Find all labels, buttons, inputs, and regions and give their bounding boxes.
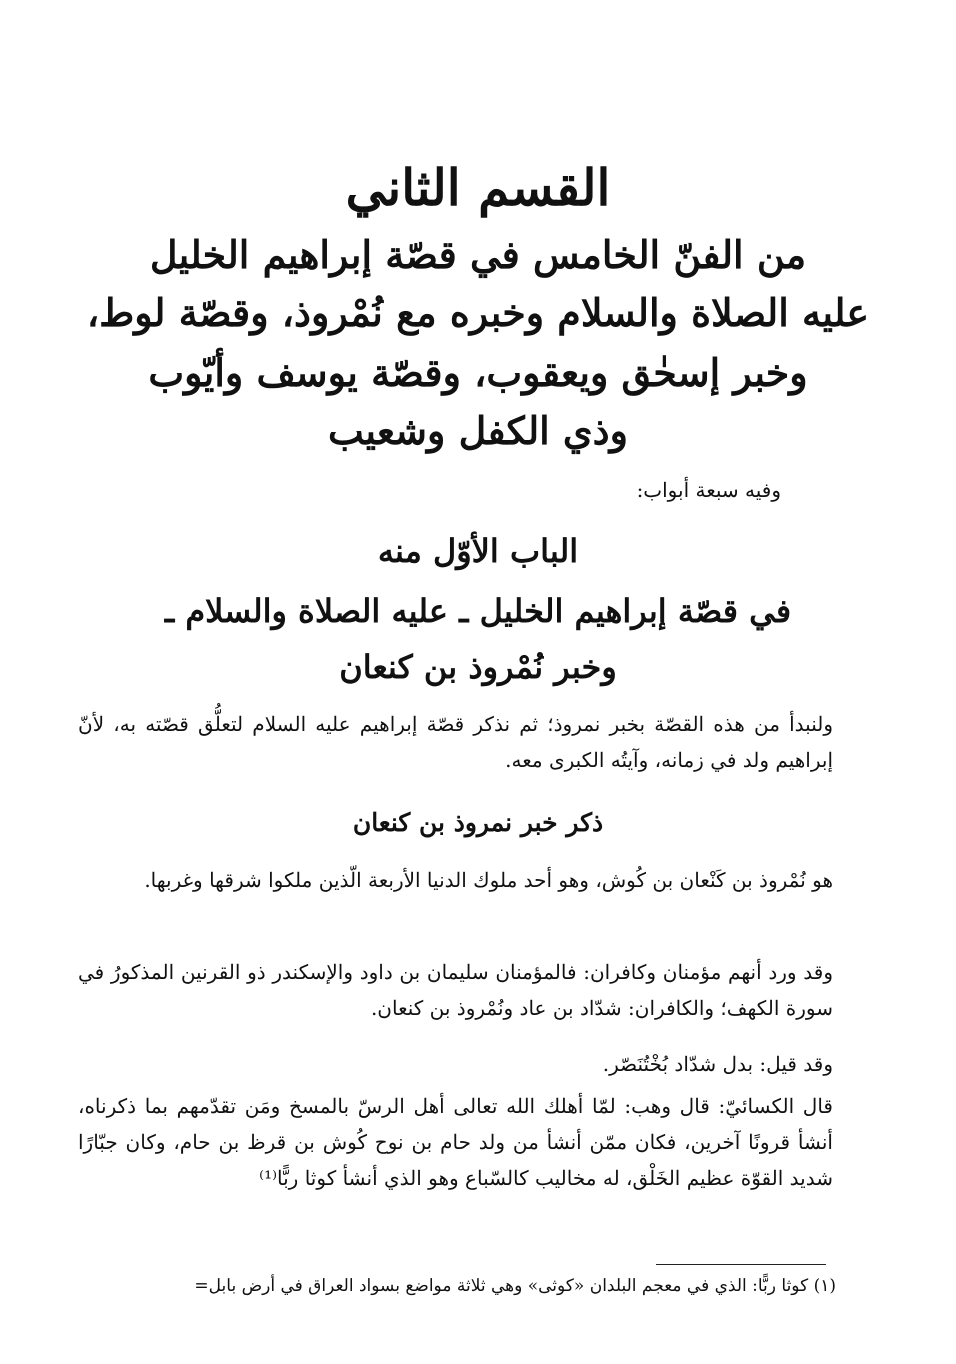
chapter-subtitle-line-1: في قصّة إبراهيم الخليل ـ عليه الصلاة والسلام ـ bbox=[164, 592, 792, 630]
part-subtitle-line-4: وذي الكفل وشعيب bbox=[328, 408, 628, 453]
chapter-subtitle-line-2: وخبر نُمْروذ بن كنعان bbox=[339, 648, 617, 686]
body-paragraph: قال الكسائيّ: قال وهب: لمّا أهلك الله تعالى أهل الرسّ بالمسخ ومَن تقدّمهم بما ذكرناه، أنشأ قرونًا آخرين، فكان ممّن أنشأ من ولد حام بن نوح كُوش بن قرظ بن حام، وكان جبّارًا شديد القوّة عظيم الخَلْق، له مخاليب كالسّباع وهو الذي أنشأ كوثا ربًّا⁽¹⁾ bbox=[78, 1094, 833, 1190]
footnote: (١) كوثا ربًّا: الذي في معجم البلدان «كوثى» وهي ثلاثة مواضع بسواد العراق في أرض بابل= bbox=[194, 1276, 836, 1296]
body-paragraph: وقد ورد أنهم مؤمنان وكافران: فالمؤمنان سليمان بن داود والإسكندر ذو القرنين المذكورُ في سورة الكهف؛ والكافران: شدّاد بن عاد ونُمْروذ بن كنعان. bbox=[78, 960, 833, 1020]
section-heading: ذكر خبر نمروذ بن كنعان bbox=[352, 808, 604, 837]
body-paragraph: هو نُمْروذ بن كَنْعان بن كُوش، وهو أحد ملوك الدنيا الأربعة الّذين ملكوا شرقها وغربها. bbox=[144, 868, 833, 892]
part-subtitle-line-3: وخبر إسحٰق ويعقوب، وقصّة يوسف وأيّوب bbox=[148, 350, 808, 395]
chapters-intro: وفيه سبعة أبواب: bbox=[636, 478, 781, 502]
chapter-title: الباب الأوّل منه bbox=[377, 532, 579, 570]
chapter-intro-paragraph: ولنبدأ من هذه القصّة بخبر نمروذ؛ ثم نذكر قصّة إبراهيم عليه السلام لتعلُّق قصّته به، لأنّ إبراهيم ولد في زمانه، وآيتُه الكبرى معه. bbox=[78, 712, 833, 772]
footnote-divider bbox=[656, 1264, 826, 1265]
body-paragraph: وقد قيل: بدل شدّاد بُخْتُنَصّر. bbox=[602, 1052, 833, 1076]
part-subtitle-line-2: عليه الصلاة والسلام وخبره مع نُمْروذ، وقصّة لوط، bbox=[86, 290, 870, 335]
part-subtitle-line-1: من الفنّ الخامس في قصّة إبراهيم الخليل bbox=[149, 232, 807, 277]
part-title: القسم الثاني bbox=[345, 158, 611, 217]
